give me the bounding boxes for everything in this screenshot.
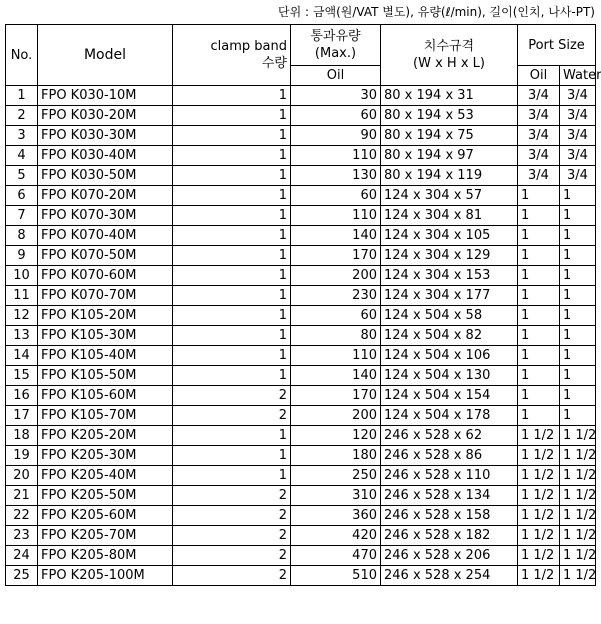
cell-flow: 130	[291, 166, 381, 186]
cell-no: 4	[6, 146, 38, 166]
cell-port-water: 1	[560, 206, 596, 226]
cell-port-water: 1	[560, 246, 596, 266]
cell-port-oil: 1	[518, 326, 560, 346]
cell-dimensions: 80 x 194 x 53	[381, 106, 518, 126]
cell-flow: 110	[291, 346, 381, 366]
cell-clamp: 1	[173, 366, 291, 386]
cell-dimensions: 124 x 504 x 106	[381, 346, 518, 366]
cell-dimensions: 124 x 504 x 130	[381, 366, 518, 386]
cell-clamp: 1	[173, 126, 291, 146]
cell-clamp: 2	[173, 406, 291, 426]
cell-model: FPO K070-50M	[38, 246, 173, 266]
cell-port-water: 1	[560, 366, 596, 386]
cell-no: 1	[6, 86, 38, 106]
cell-no: 10	[6, 266, 38, 286]
cell-clamp: 2	[173, 486, 291, 506]
table-row	[6, 446, 596, 466]
cell-port-oil: 1 1/2	[518, 546, 560, 566]
cell-model: FPO K205-20M	[38, 426, 173, 446]
cell-port-water: 1	[560, 346, 596, 366]
cell-dimensions: 124 x 304 x 129	[381, 246, 518, 266]
cell-model: FPO K105-50M	[38, 366, 173, 386]
cell-clamp: 1	[173, 246, 291, 266]
cell-flow: 120	[291, 426, 381, 446]
cell-model: FPO K030-40M	[38, 146, 173, 166]
cell-dimensions: 246 x 528 x 134	[381, 486, 518, 506]
cell-clamp: 1	[173, 266, 291, 286]
table-row	[6, 506, 596, 526]
cell-clamp: 1	[173, 226, 291, 246]
cell-port-oil: 1	[518, 226, 560, 246]
table-row	[6, 426, 596, 446]
cell-port-oil: 3/4	[518, 146, 560, 166]
cell-clamp: 1	[173, 206, 291, 226]
cell-dimensions: 246 x 528 x 86	[381, 446, 518, 466]
cell-flow: 180	[291, 446, 381, 466]
cell-clamp: 2	[173, 506, 291, 526]
unit-note: 단위 : 금액(원/VAT 별도), 유량(ℓ/min), 길이(인치, 나사-PT)	[278, 5, 595, 19]
table-row	[6, 286, 596, 306]
cell-model: FPO K205-30M	[38, 446, 173, 466]
cell-model: FPO K030-30M	[38, 126, 173, 146]
cell-port-water: 1 1/2	[560, 466, 596, 486]
cell-port-water: 3/4	[560, 146, 596, 166]
cell-no: 9	[6, 246, 38, 266]
cell-flow: 60	[291, 306, 381, 326]
header-port-water: Water	[560, 66, 596, 86]
cell-port-oil: 1	[518, 306, 560, 326]
header-flow	[291, 25, 381, 66]
cell-no: 8	[6, 226, 38, 246]
cell-clamp: 2	[173, 386, 291, 406]
cell-no: 6	[6, 186, 38, 206]
cell-no: 19	[6, 446, 38, 466]
cell-dimensions: 124 x 304 x 153	[381, 266, 518, 286]
cell-dimensions: 124 x 504 x 58	[381, 306, 518, 326]
cell-no: 23	[6, 526, 38, 546]
cell-port-oil: 3/4	[518, 86, 560, 106]
cell-model: FPO K030-10M	[38, 86, 173, 106]
header-clamp	[173, 25, 291, 86]
cell-port-water: 1	[560, 226, 596, 246]
cell-model: FPO K030-50M	[38, 166, 173, 186]
cell-flow: 30	[291, 86, 381, 106]
header-flow-line1: 통과유량	[310, 29, 361, 44]
cell-flow: 140	[291, 226, 381, 246]
cell-model: FPO K205-60M	[38, 506, 173, 526]
cell-clamp: 1	[173, 146, 291, 166]
cell-dimensions: 80 x 194 x 97	[381, 146, 518, 166]
cell-flow: 90	[291, 126, 381, 146]
cell-port-water: 1	[560, 266, 596, 286]
cell-no: 20	[6, 466, 38, 486]
cell-dimensions: 124 x 304 x 81	[381, 206, 518, 226]
table-row	[6, 126, 596, 146]
cell-no: 11	[6, 286, 38, 306]
header-no: No.	[6, 25, 38, 86]
table-row	[6, 486, 596, 506]
cell-dimensions: 246 x 528 x 62	[381, 426, 518, 446]
cell-port-oil: 1 1/2	[518, 506, 560, 526]
cell-port-oil: 1 1/2	[518, 526, 560, 546]
cell-port-oil: 1	[518, 366, 560, 386]
table-row	[6, 106, 596, 126]
cell-model: FPO K105-40M	[38, 346, 173, 366]
cell-flow: 110	[291, 146, 381, 166]
cell-clamp: 1	[173, 166, 291, 186]
cell-port-oil: 3/4	[518, 126, 560, 146]
cell-model: FPO K030-20M	[38, 106, 173, 126]
cell-model: FPO K105-30M	[38, 326, 173, 346]
cell-port-water: 1	[560, 386, 596, 406]
cell-dimensions: 124 x 304 x 57	[381, 186, 518, 206]
cell-no: 2	[6, 106, 38, 126]
cell-port-water: 1	[560, 406, 596, 426]
cell-port-water: 1	[560, 326, 596, 346]
header-clamp-line2: 수량	[261, 56, 287, 71]
header-flow-oil: Oil	[291, 66, 381, 86]
cell-flow: 200	[291, 266, 381, 286]
cell-no: 12	[6, 306, 38, 326]
cell-port-water: 3/4	[560, 126, 596, 146]
cell-no: 24	[6, 546, 38, 566]
cell-port-oil: 1	[518, 346, 560, 366]
cell-flow: 230	[291, 286, 381, 306]
cell-dimensions: 124 x 304 x 105	[381, 226, 518, 246]
cell-flow: 110	[291, 206, 381, 226]
header-dim-line2: (W x H x L)	[413, 56, 485, 71]
table-header	[6, 25, 601, 86]
cell-model: FPO K105-70M	[38, 406, 173, 426]
cell-model: FPO K205-100M	[38, 566, 173, 586]
cell-clamp: 1	[173, 326, 291, 346]
cell-flow: 510	[291, 566, 381, 586]
header-dimensions	[381, 25, 518, 86]
cell-no: 25	[6, 566, 38, 586]
cell-port-water: 1	[560, 306, 596, 326]
cell-port-water: 1 1/2	[560, 526, 596, 546]
table-row	[6, 146, 596, 166]
cell-flow: 60	[291, 106, 381, 126]
cell-no: 15	[6, 366, 38, 386]
cell-port-oil: 1	[518, 206, 560, 226]
cell-port-oil: 3/4	[518, 106, 560, 126]
cell-flow: 250	[291, 466, 381, 486]
cell-no: 22	[6, 506, 38, 526]
cell-port-oil: 3/4	[518, 166, 560, 186]
table-row	[6, 406, 596, 426]
cell-flow: 360	[291, 506, 381, 526]
cell-model: FPO K070-20M	[38, 186, 173, 206]
cell-port-oil: 1 1/2	[518, 566, 560, 586]
cell-flow: 200	[291, 406, 381, 426]
cell-clamp: 1	[173, 446, 291, 466]
cell-port-oil: 1	[518, 406, 560, 426]
cell-port-oil: 1	[518, 386, 560, 406]
cell-clamp: 2	[173, 526, 291, 546]
cell-port-water: 3/4	[560, 166, 596, 186]
table-row	[6, 386, 596, 406]
cell-flow: 170	[291, 246, 381, 266]
cell-port-oil: 1	[518, 186, 560, 206]
table-row	[6, 166, 596, 186]
cell-dimensions: 124 x 504 x 178	[381, 406, 518, 426]
table-row	[6, 206, 596, 226]
cell-flow: 140	[291, 366, 381, 386]
cell-dimensions: 80 x 194 x 31	[381, 86, 518, 106]
table-row	[6, 326, 596, 346]
cell-dimensions: 124 x 504 x 154	[381, 386, 518, 406]
cell-clamp: 2	[173, 566, 291, 586]
cell-model: FPO K105-20M	[38, 306, 173, 326]
table-row	[6, 546, 596, 566]
cell-dimensions: 80 x 194 x 75	[381, 126, 518, 146]
cell-model: FPO K105-60M	[38, 386, 173, 406]
table-row	[6, 366, 596, 386]
cell-model: FPO K205-80M	[38, 546, 173, 566]
cell-clamp: 1	[173, 186, 291, 206]
cell-port-water: 1 1/2	[560, 486, 596, 506]
cell-clamp: 2	[173, 546, 291, 566]
cell-no: 21	[6, 486, 38, 506]
cell-port-oil: 1	[518, 246, 560, 266]
table-row	[6, 186, 596, 206]
cell-clamp: 1	[173, 106, 291, 126]
cell-flow: 60	[291, 186, 381, 206]
cell-flow: 420	[291, 526, 381, 546]
cell-no: 5	[6, 166, 38, 186]
cell-dimensions: 80 x 194 x 119	[381, 166, 518, 186]
cell-dimensions: 246 x 528 x 110	[381, 466, 518, 486]
table-row	[6, 86, 596, 106]
cell-port-oil: 1	[518, 286, 560, 306]
cell-no: 17	[6, 406, 38, 426]
cell-port-water: 1	[560, 286, 596, 306]
cell-port-water: 1 1/2	[560, 426, 596, 446]
cell-port-oil: 1 1/2	[518, 486, 560, 506]
cell-port-water: 1 1/2	[560, 446, 596, 466]
table-body	[6, 86, 596, 586]
table-row	[6, 226, 596, 246]
table-row	[6, 246, 596, 266]
cell-port-oil: 1 1/2	[518, 446, 560, 466]
cell-port-oil: 1	[518, 266, 560, 286]
cell-clamp: 1	[173, 286, 291, 306]
cell-dimensions: 124 x 304 x 177	[381, 286, 518, 306]
cell-clamp: 1	[173, 346, 291, 366]
cell-model: FPO K205-50M	[38, 486, 173, 506]
cell-model: FPO K070-60M	[38, 266, 173, 286]
cell-port-water: 3/4	[560, 106, 596, 126]
cell-model: FPO K205-70M	[38, 526, 173, 546]
cell-port-oil: 1 1/2	[518, 426, 560, 446]
cell-port-water: 1	[560, 186, 596, 206]
cell-no: 16	[6, 386, 38, 406]
cell-port-oil: 1 1/2	[518, 466, 560, 486]
cell-clamp: 1	[173, 86, 291, 106]
cell-clamp: 1	[173, 306, 291, 326]
cell-port-water: 1 1/2	[560, 566, 596, 586]
cell-dimensions: 246 x 528 x 206	[381, 546, 518, 566]
header-port-size: Port Size	[518, 25, 596, 66]
cell-no: 14	[6, 346, 38, 366]
cell-port-water: 1 1/2	[560, 506, 596, 526]
cell-no: 3	[6, 126, 38, 146]
cell-model: FPO K070-40M	[38, 226, 173, 246]
cell-no: 18	[6, 426, 38, 446]
cell-port-water: 3/4	[560, 86, 596, 106]
header-flow-line2: (Max.)	[314, 46, 357, 61]
cell-flow: 310	[291, 486, 381, 506]
cell-model: FPO K070-70M	[38, 286, 173, 306]
header-model: Model	[38, 25, 173, 86]
cell-port-water: 1 1/2	[560, 546, 596, 566]
table-row	[6, 306, 596, 326]
cell-dimensions: 124 x 504 x 82	[381, 326, 518, 346]
table-row	[6, 566, 596, 586]
cell-flow: 80	[291, 326, 381, 346]
cell-clamp: 1	[173, 466, 291, 486]
table-row	[6, 466, 596, 486]
header-port-oil: Oil	[518, 66, 560, 86]
cell-model: FPO K205-40M	[38, 466, 173, 486]
spec-table	[5, 24, 601, 586]
table-row	[6, 266, 596, 286]
cell-dimensions: 246 x 528 x 182	[381, 526, 518, 546]
cell-flow: 170	[291, 386, 381, 406]
cell-no: 13	[6, 326, 38, 346]
cell-clamp: 1	[173, 426, 291, 446]
table-row	[6, 526, 596, 546]
cell-no: 7	[6, 206, 38, 226]
header-clamp-line1: clamp band	[210, 39, 287, 54]
header-dim-line1: 치수규격	[423, 39, 475, 54]
table-row	[6, 346, 596, 366]
cell-dimensions: 246 x 528 x 158	[381, 506, 518, 526]
cell-flow: 470	[291, 546, 381, 566]
cell-dimensions: 246 x 528 x 254	[381, 566, 518, 586]
cell-model: FPO K070-30M	[38, 206, 173, 226]
